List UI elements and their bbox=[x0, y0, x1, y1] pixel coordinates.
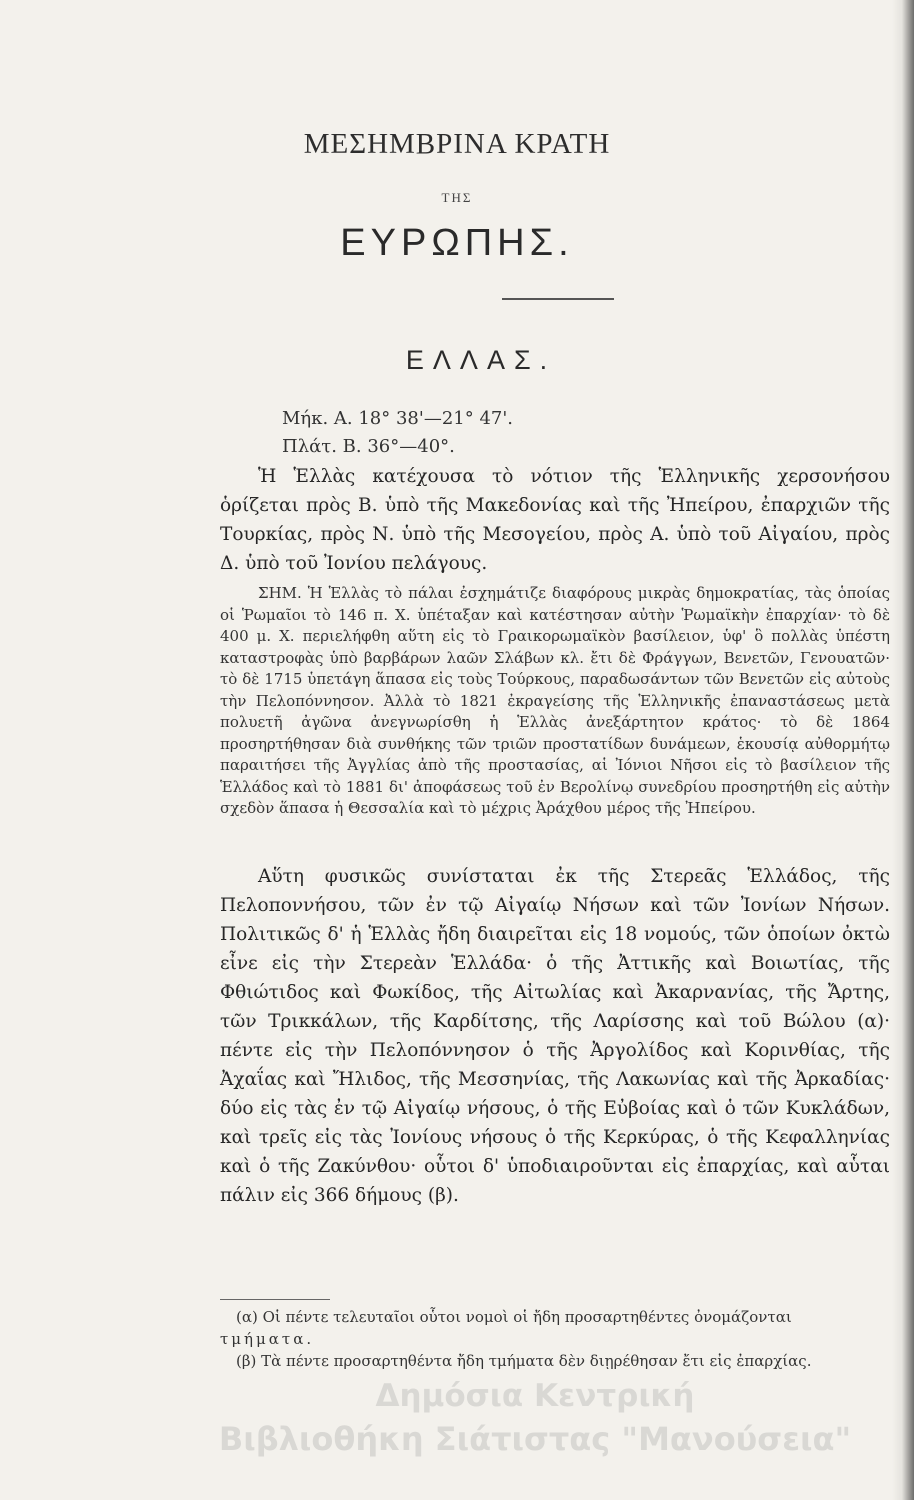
division-paragraph bbox=[220, 862, 890, 1210]
intro-text: Ἡ Ἑλλὰς κατέχουσα τὸ νότιον τῆς Ἑλληνικῆς χερσονήσου ὁρίζεται πρὸς Β. ὑπὸ τῆς Μακεδονίας καὶ τῆς Ἠπείρου, ἐπαρχιῶν τῆς Τουρκίας, πρὸς Ν. ὑπὸ τῆς Μεσογείου, πρὸς Α. ὑπὸ τοῦ Αἰγαίου, πρὸς Δ. ὑπὸ τοῦ Ἰονίου πελάγους. bbox=[220, 466, 890, 574]
footnote-b: (β) Τὰ πέντε προσαρτηθέντα ἤδη τμήματα δὲν διῃρέθησαν ἔτι εἰς ἐπαρχίας. bbox=[236, 1352, 812, 1370]
footnote-divider bbox=[220, 1299, 330, 1300]
footnote-a-continuation: τμήματα. bbox=[220, 1330, 315, 1348]
section-heading: ΕΛΛΑΣ. bbox=[405, 345, 557, 375]
latitude-line: Πλάτ. Β. 36°—40°. bbox=[282, 436, 455, 457]
page-subtitle: ΕΥΡΩΠΗΣ. bbox=[340, 222, 574, 264]
title-divider bbox=[502, 298, 614, 300]
history-note bbox=[220, 583, 890, 820]
longitude-line: Μήκ. Α. 18° 38'—21° 47'. bbox=[282, 408, 514, 429]
library-watermark-line2: Βιβλιοθήκη Σιάτιστας "Μανούσεια" bbox=[218, 1420, 852, 1458]
page-binding-shadow bbox=[892, 0, 914, 1500]
title-connector: ΤΗΣ bbox=[441, 190, 473, 205]
page-title: ΜΕΣΗΜΒΡΙΝΑ ΚΡΑΤΗ bbox=[303, 128, 611, 160]
footnote-a: (α) Οἱ πέντε τελευταῖοι οὗτοι νομοὶ οἱ ἤδη προσαρτηθέντες ὀνομάζονται bbox=[236, 1308, 792, 1326]
division-text: Αὕτη φυσικῶς συνίσταται ἐκ τῆς Στερεᾶς Ἑλλάδος, τῆς Πελοποννήσου, τῶν ἐν τῷ Αἰγαίῳ Νήσων καὶ τῶν Ἰονίων Νήσων. Πολιτικῶς δ' ἡ Ἑλλὰς ἤδη διαιρεῖται εἰς 18 νομούς, τῶν ὁποίων ὀκτὼ εἶνε εἰς τὴν Στερεὰν Ἑλλάδα· ὁ τῆς Ἀττικῆς καὶ Βοιωτίας, τῆς Φθιώτιδος καὶ Φωκίδος, τῆς Αἰτωλίας καὶ Ἀκαρνανίας, τῆς Ἄρτης, τῶν Τρικκάλων, τῆς Καρδίτσης, τῆς Λαρίσσης καὶ τοῦ Βώλου (α)· πέντε εἰς τὴν Πελοπόννησον ὁ τῆς Ἀργολίδος καὶ Κορινθίας, τῆς Ἀχαΐας καὶ Ἤλιδος, τῆς Μεσσηνίας, τῆς Λακωνίας καὶ τῆς Ἀρκαδίας· δύο εἰς τὰς ἐν τῷ Αἰγαίῳ νήσους, ὁ τῆς Εὐβοίας καὶ ὁ τῶν Κυκλάδων, καὶ τρεῖς εἰς τὰς Ἰονίους νήσους ὁ τῆς Κερκύρας, ὁ τῆς Κεφαλληνίας καὶ ὁ τῆς Ζακύνθου· οὗτοι δ' ὑποδιαιροῦνται εἰς ἐπαρχίας, καὶ αὗται πάλιν εἰς 366 δήμους (β). bbox=[220, 866, 890, 1206]
intro-paragraph bbox=[220, 462, 890, 578]
library-watermark-line1: Δημόσια Κεντρική bbox=[375, 1378, 695, 1414]
history-note-text: ΣΗΜ. Ἡ Ἑλλὰς τὸ πάλαι ἐσχημάτιζε διαφόρους μικρὰς δημοκρατίας, τὰς ὁποίας οἱ Ῥωμαῖοι τὸ 146 π. Χ. ὑπέταξαν καὶ κατέστησαν αὐτὴν Ῥωμαϊκὴν ἐπαρχίαν· τὸ δὲ 400 μ. Χ. περιελήφθη αὕτη εἰς τὸ Γραικορωμαϊκὸν βασίλειον, ὑφ' ὃ πολλὰς ὑπέστη καταστροφὰς ὑπὸ βαρβάρων λαῶν Σλάβων κλ. ἔτι δὲ Φράγγων, Βενετῶν, Γενουατῶν· τὸ δὲ 1715 ὑπετάγη ἅπασα εἰς τοὺς Τούρκους, παραδωσάντων τῶν Βενετῶν εἰς αὐτοὺς τὴν Πελοπόννησον. Ἀλλὰ τὸ 1821 ἐκραγείσης τῆς Ἑλληνικῆς ἐπαναστάσεως μετὰ πολυετῆ ἀγῶνα ἀνεγνωρίσθη ἡ Ἑλλὰς ἀνεξάρτητον κράτος· τὸ δὲ 1864 προσηρτήθησαν διὰ συνθήκης τῶν τριῶν προστατίδων δυνάμεων, ἑκουσίᾳ αὐθορμήτῳ παραιτήσει τῆς Ἀγγλίας ἀπὸ τῆς προστασίας, αἱ Ἰόνιοι Νῆσοι εἰς τὸ βασίλειον τῆς Ἑλλάδος καὶ τὸ 1881 δι' ἀποφάσεως τοῦ ἐν Βερολίνῳ συνεδρίου προσηρτήθη εἰς αὐτὴν σχεδὸν ἅπασα ἡ Θεσσαλία καὶ τὸ μέχρις Ἀράχθου μέρος τῆς Ἠπείρου. bbox=[220, 584, 890, 817]
